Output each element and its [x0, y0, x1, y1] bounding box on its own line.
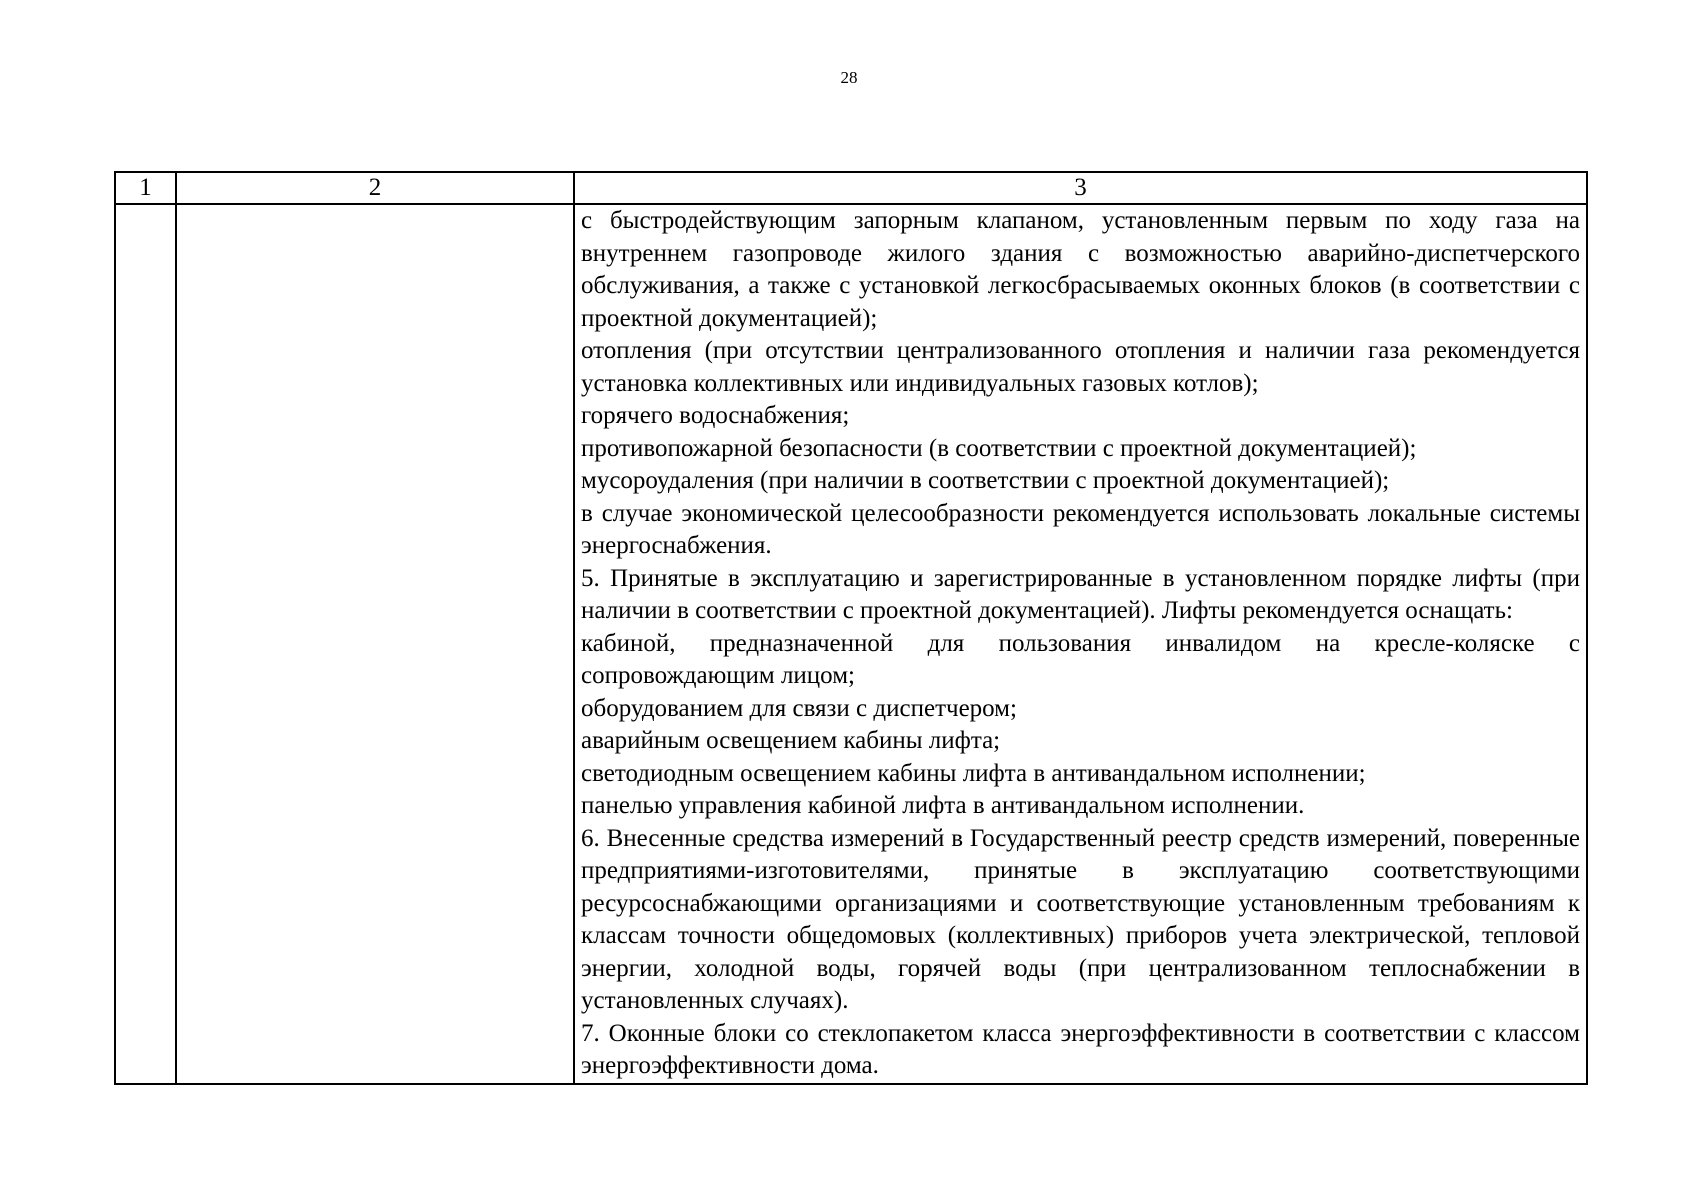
column-header-3: 3 — [574, 172, 1587, 204]
paragraph-local-energy: в случае экономической целесообразности рекомендуется использовать локальные системы энергоснабжения. — [581, 499, 1580, 559]
paragraph-item-6-meters: 6. Внесенные средства измерений в Государственный реестр средств измерений, поверенные предприятиями-изготовителями, принятые в эксплуатацию соответствующими ресурсоснабжающими организациями и соответствующие установленным требованиям к классам точности общедомовых (коллективных) приборов учета электрической, тепловой энергии, холодной воды, горячей воды (при централизованном теплоснабжении в установленных случаях). — [581, 824, 1580, 1014]
paragraph-hot-water: горячего водоснабжения; — [581, 402, 850, 429]
page-number: 28 — [840, 68, 858, 87]
table-header-row — [115, 172, 1587, 204]
paragraph-fire-safety: противопожарной безопасности (в соответствии с проектной документацией); — [581, 434, 1417, 462]
paragraph-item-7-windows: 7. Оконные блоки со стеклопакетом класса энергоэффективности в соответствии с классом энергоэффективности дома. — [581, 1019, 1580, 1079]
table-row — [115, 204, 1587, 1084]
paragraph-dispatcher-link: оборудованием для связи с диспетчером; — [581, 694, 1017, 722]
paragraph-emergency-light: аварийным освещением кабины лифта; — [581, 727, 1001, 754]
document-table — [114, 171, 1588, 1085]
column-header-2: 2 — [176, 172, 574, 204]
paragraph-gas-valve: с быстродействующим запорным клапаном, установленным первым по ходу газа на внутреннем газопроводе жилого здания с возможностью аварийно-диспетчерского обслуживания, а также с установкой легкосбрасываемых оконных блоков (в соответствии с проектной документацией); — [581, 207, 1580, 332]
column-header-1: 1 — [115, 172, 176, 204]
column-1-cell — [115, 204, 176, 1084]
paragraph-item-5-elevators: 5. Принятые в эксплуатацию и зарегистрированные в установленном порядке лифты (при наличии в соответствии с проектной документацией). Лифты рекомендуется оснащать: — [581, 564, 1580, 624]
paragraph-control-panel: панелью управления кабиной лифта в антивандальном исполнении. — [581, 792, 1305, 819]
column-2-cell — [176, 204, 574, 1084]
paragraph-led-light: светодиодным освещением кабины лифта в антивандальном исполнении; — [581, 759, 1366, 787]
paragraph-heating: отопления (при отсутствии централизованного отопления и наличии газа рекомендуется установка коллективных или индивидуальных газовых котлов); — [581, 337, 1580, 397]
column-3-cell — [574, 204, 1587, 1084]
paragraph-waste-removal: мусороудаления (при наличии в соответствии с проектной документацией); — [581, 467, 1390, 494]
paragraph-elevator-cabin: кабиной, предназначенной для пользования инвалидом на кресле-коляске с сопровождающим лицом; — [581, 629, 1580, 689]
